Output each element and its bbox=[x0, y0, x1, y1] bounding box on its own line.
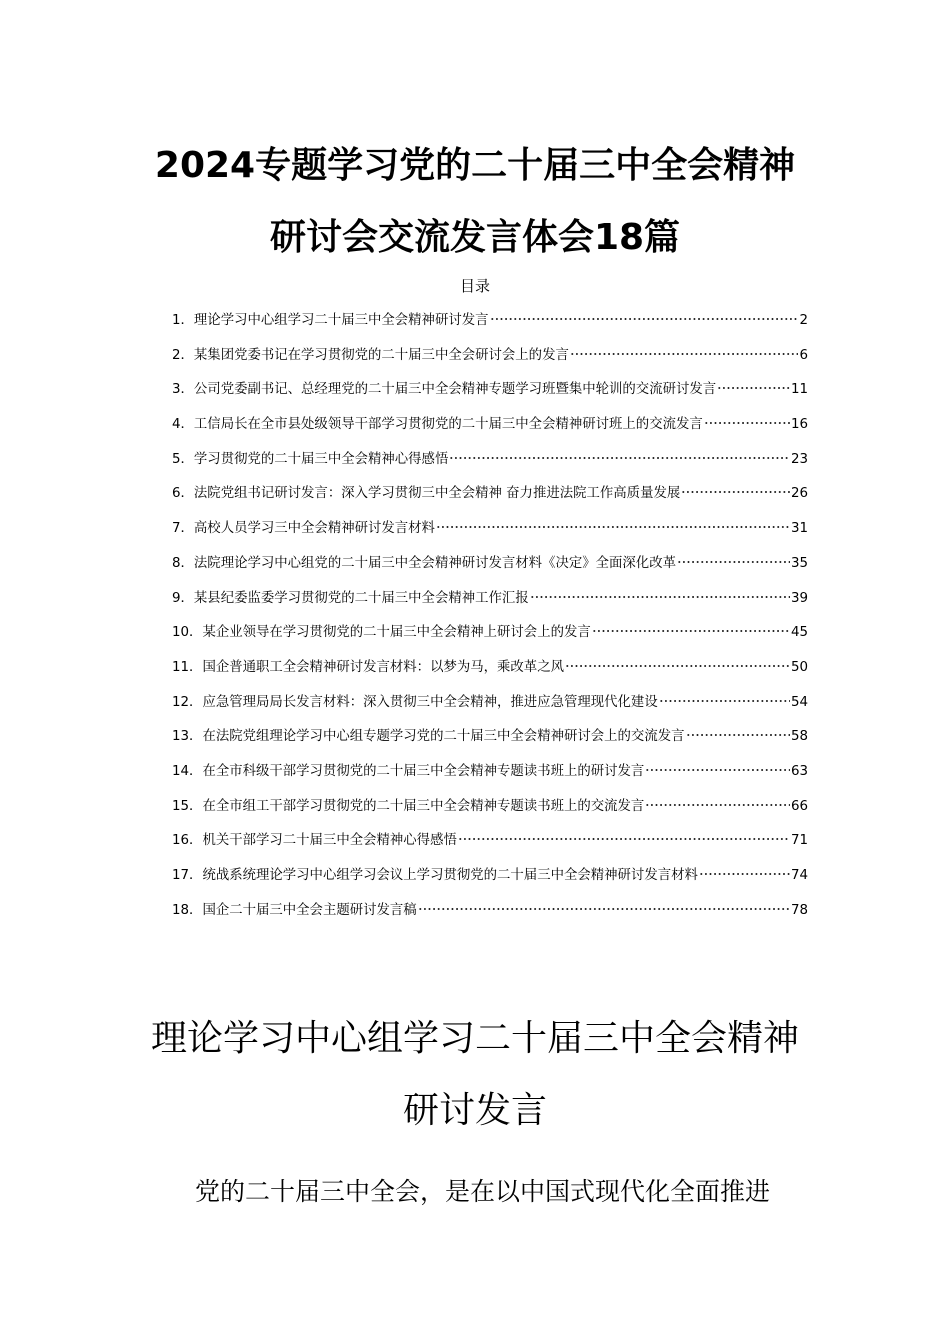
toc-dot-leader bbox=[717, 380, 790, 390]
toc-entry-number: 1． bbox=[172, 313, 194, 328]
toc-entry-page-number: 66 bbox=[790, 798, 808, 814]
toc-entry-title: 理论学习中心组学习二十届三中全会精神研讨发言 bbox=[193, 313, 489, 328]
toc-entry-page-number: 58 bbox=[790, 729, 808, 745]
table-of-contents bbox=[172, 310, 808, 934]
toc-entry-page-number: 63 bbox=[790, 763, 808, 779]
toc-entry-number: 6． bbox=[172, 486, 194, 502]
toc-entry[interactable] bbox=[172, 483, 808, 518]
toc-entry-title: 高校人员学习三中全会精神研讨发言材料 bbox=[193, 521, 435, 537]
toc-entry-number: 4． bbox=[172, 417, 194, 433]
toc-entry-title: 工信局长在全市县处级领导干部学习贯彻党的二十届三中全会精神研讨班上的交流发言 bbox=[193, 417, 703, 433]
toc-entry-number: 7． bbox=[172, 521, 194, 537]
toc-dot-leader bbox=[681, 484, 790, 494]
toc-entry-page-number: 31 bbox=[790, 521, 808, 537]
toc-entry-number: 5． bbox=[172, 451, 194, 467]
toc-entry[interactable] bbox=[172, 796, 808, 831]
toc-entry-page-number: 11 bbox=[790, 382, 808, 398]
toc-entry-title: 某集团党委书记在学习贯彻党的二十届三中全会研讨会上的发言 bbox=[193, 347, 569, 363]
toc-entry-title: 法院党组书记研讨发言：深入学习贯彻三中全会精神 奋力推进法院工作高质量发展 bbox=[193, 486, 681, 502]
toc-dot-leader bbox=[418, 901, 790, 911]
toc-dot-leader bbox=[677, 554, 790, 564]
toc-entry[interactable] bbox=[172, 449, 808, 484]
toc-entry-number: 8． bbox=[172, 555, 194, 571]
toc-dot-leader bbox=[490, 311, 799, 321]
toc-entry[interactable] bbox=[172, 657, 808, 692]
document-title-line-2: 研讨会交流发言体会18篇 bbox=[269, 217, 681, 258]
toc-dot-leader bbox=[699, 866, 790, 876]
section-title-line-2: 研讨发言 bbox=[402, 1090, 547, 1131]
toc-entry-title: 公司党委副书记、总经理党的二十届三中全会精神专题学习班暨集中轮训的交流研讨发言 bbox=[193, 382, 717, 398]
section-title-line-1: 理论学习中心组学习二十届三中全会精神 bbox=[150, 1018, 799, 1059]
toc-entry-page-number: 35 bbox=[790, 555, 808, 571]
toc-entry-title: 在全市组工干部学习贯彻党的二十届三中全会精神专题读书班上的交流发言 bbox=[202, 798, 645, 814]
toc-entry-page-number: 50 bbox=[790, 659, 808, 675]
toc-entry-number: 14． bbox=[172, 763, 203, 779]
toc-entry-title: 在全市科级干部学习贯彻党的二十届三中全会精神专题读书班上的研讨发言 bbox=[202, 763, 645, 779]
toc-entry-page-number: 26 bbox=[790, 486, 808, 502]
toc-entry-title: 统战系统理论学习中心组学习会议上学习贯彻党的二十届三中全会精神研讨发言材料 bbox=[202, 868, 698, 883]
toc-entry[interactable] bbox=[172, 588, 808, 623]
toc-dot-leader bbox=[704, 415, 790, 425]
toc-entry-number: 17． bbox=[172, 868, 203, 883]
toc-entry[interactable] bbox=[172, 830, 808, 865]
body-paragraph: 党的二十届三中全会，是在以中国式现代化全面推进 bbox=[195, 1177, 771, 1206]
toc-entry[interactable] bbox=[172, 692, 808, 727]
toc-entry-number: 3． bbox=[172, 382, 194, 398]
toc-entry[interactable] bbox=[172, 518, 808, 553]
toc-dot-leader bbox=[592, 623, 790, 633]
toc-entry-number: 9． bbox=[172, 590, 194, 606]
toc-dot-leader bbox=[570, 346, 799, 356]
toc-entry-number: 11． bbox=[172, 659, 203, 675]
toc-entry-number: 16． bbox=[172, 833, 203, 849]
toc-entry-page-number: 78 bbox=[790, 902, 808, 918]
toc-dot-leader bbox=[686, 727, 790, 737]
toc-entry-page-number: 2 bbox=[799, 313, 808, 328]
toc-entry[interactable] bbox=[172, 865, 808, 900]
toc-dot-leader bbox=[645, 762, 790, 772]
toc-entry-title: 机关干部学习二十届三中全会精神心得感悟 bbox=[202, 833, 457, 849]
toc-entry-page-number: 6 bbox=[799, 347, 808, 363]
toc-entry-page-number: 74 bbox=[790, 868, 808, 883]
toc-entry[interactable] bbox=[172, 414, 808, 449]
document-title-line-1: 2024专题学习党的二十届三中全会精神 bbox=[154, 145, 796, 186]
toc-dot-leader bbox=[458, 831, 790, 841]
toc-entry-page-number: 45 bbox=[790, 625, 808, 641]
toc-entry[interactable] bbox=[172, 345, 808, 380]
toc-dot-leader bbox=[449, 450, 790, 460]
toc-entry-title: 某企业领导在学习贯彻党的二十届三中全会精神上研讨会上的发言 bbox=[202, 625, 591, 641]
toc-heading: 目录 bbox=[459, 277, 490, 295]
toc-dot-leader bbox=[436, 519, 790, 529]
toc-dot-leader bbox=[645, 797, 790, 807]
toc-entry[interactable] bbox=[172, 622, 808, 657]
toc-dot-leader bbox=[659, 693, 790, 703]
toc-dot-leader bbox=[530, 589, 790, 599]
toc-entry-number: 13． bbox=[172, 729, 203, 745]
section-title bbox=[120, 1003, 830, 1147]
toc-entry-page-number: 16 bbox=[790, 417, 808, 433]
toc-entry[interactable] bbox=[172, 553, 808, 588]
toc-entry[interactable] bbox=[172, 761, 808, 796]
toc-entry-title: 在法院党组理论学习中心组专题学习党的二十届三中全会精神研讨会上的交流发言 bbox=[202, 729, 685, 745]
toc-entry-title: 法院理论学习中心组党的二十届三中全会精神研讨发言材料《决定》全面深化改革 bbox=[193, 555, 676, 571]
toc-entry-page-number: 54 bbox=[790, 694, 808, 710]
toc-entry[interactable] bbox=[172, 726, 808, 761]
toc-entry-page-number: 23 bbox=[790, 451, 808, 467]
toc-entry-title: 国企二十届三中全会主题研讨发言稿 bbox=[202, 902, 417, 918]
document-title bbox=[120, 130, 830, 274]
toc-entry[interactable] bbox=[172, 900, 808, 935]
toc-entry-number: 2． bbox=[172, 347, 194, 363]
toc-entry-number: 10． bbox=[172, 625, 203, 641]
toc-entry-title: 某县纪委监委学习贯彻党的二十届三中全会精神工作汇报 bbox=[193, 590, 529, 606]
toc-entry-page-number: 39 bbox=[790, 590, 808, 606]
toc-dot-leader bbox=[565, 658, 790, 668]
toc-entry[interactable] bbox=[172, 310, 808, 345]
toc-entry[interactable] bbox=[172, 379, 808, 414]
toc-entry-number: 18． bbox=[172, 902, 203, 918]
toc-entry-title: 应急管理局局长发言材料：深入贯彻三中全会精神，推进应急管理现代化建设 bbox=[202, 694, 658, 710]
toc-entry-number: 12． bbox=[172, 694, 203, 710]
toc-entry-title: 学习贯彻党的二十届三中全会精神心得感悟 bbox=[193, 451, 449, 467]
toc-entry-number: 15． bbox=[172, 798, 203, 814]
toc-entry-title: 国企普通职工全会精神研讨发言材料：以梦为马，乘改革之风 bbox=[202, 659, 564, 675]
toc-entry-page-number: 71 bbox=[790, 833, 808, 849]
